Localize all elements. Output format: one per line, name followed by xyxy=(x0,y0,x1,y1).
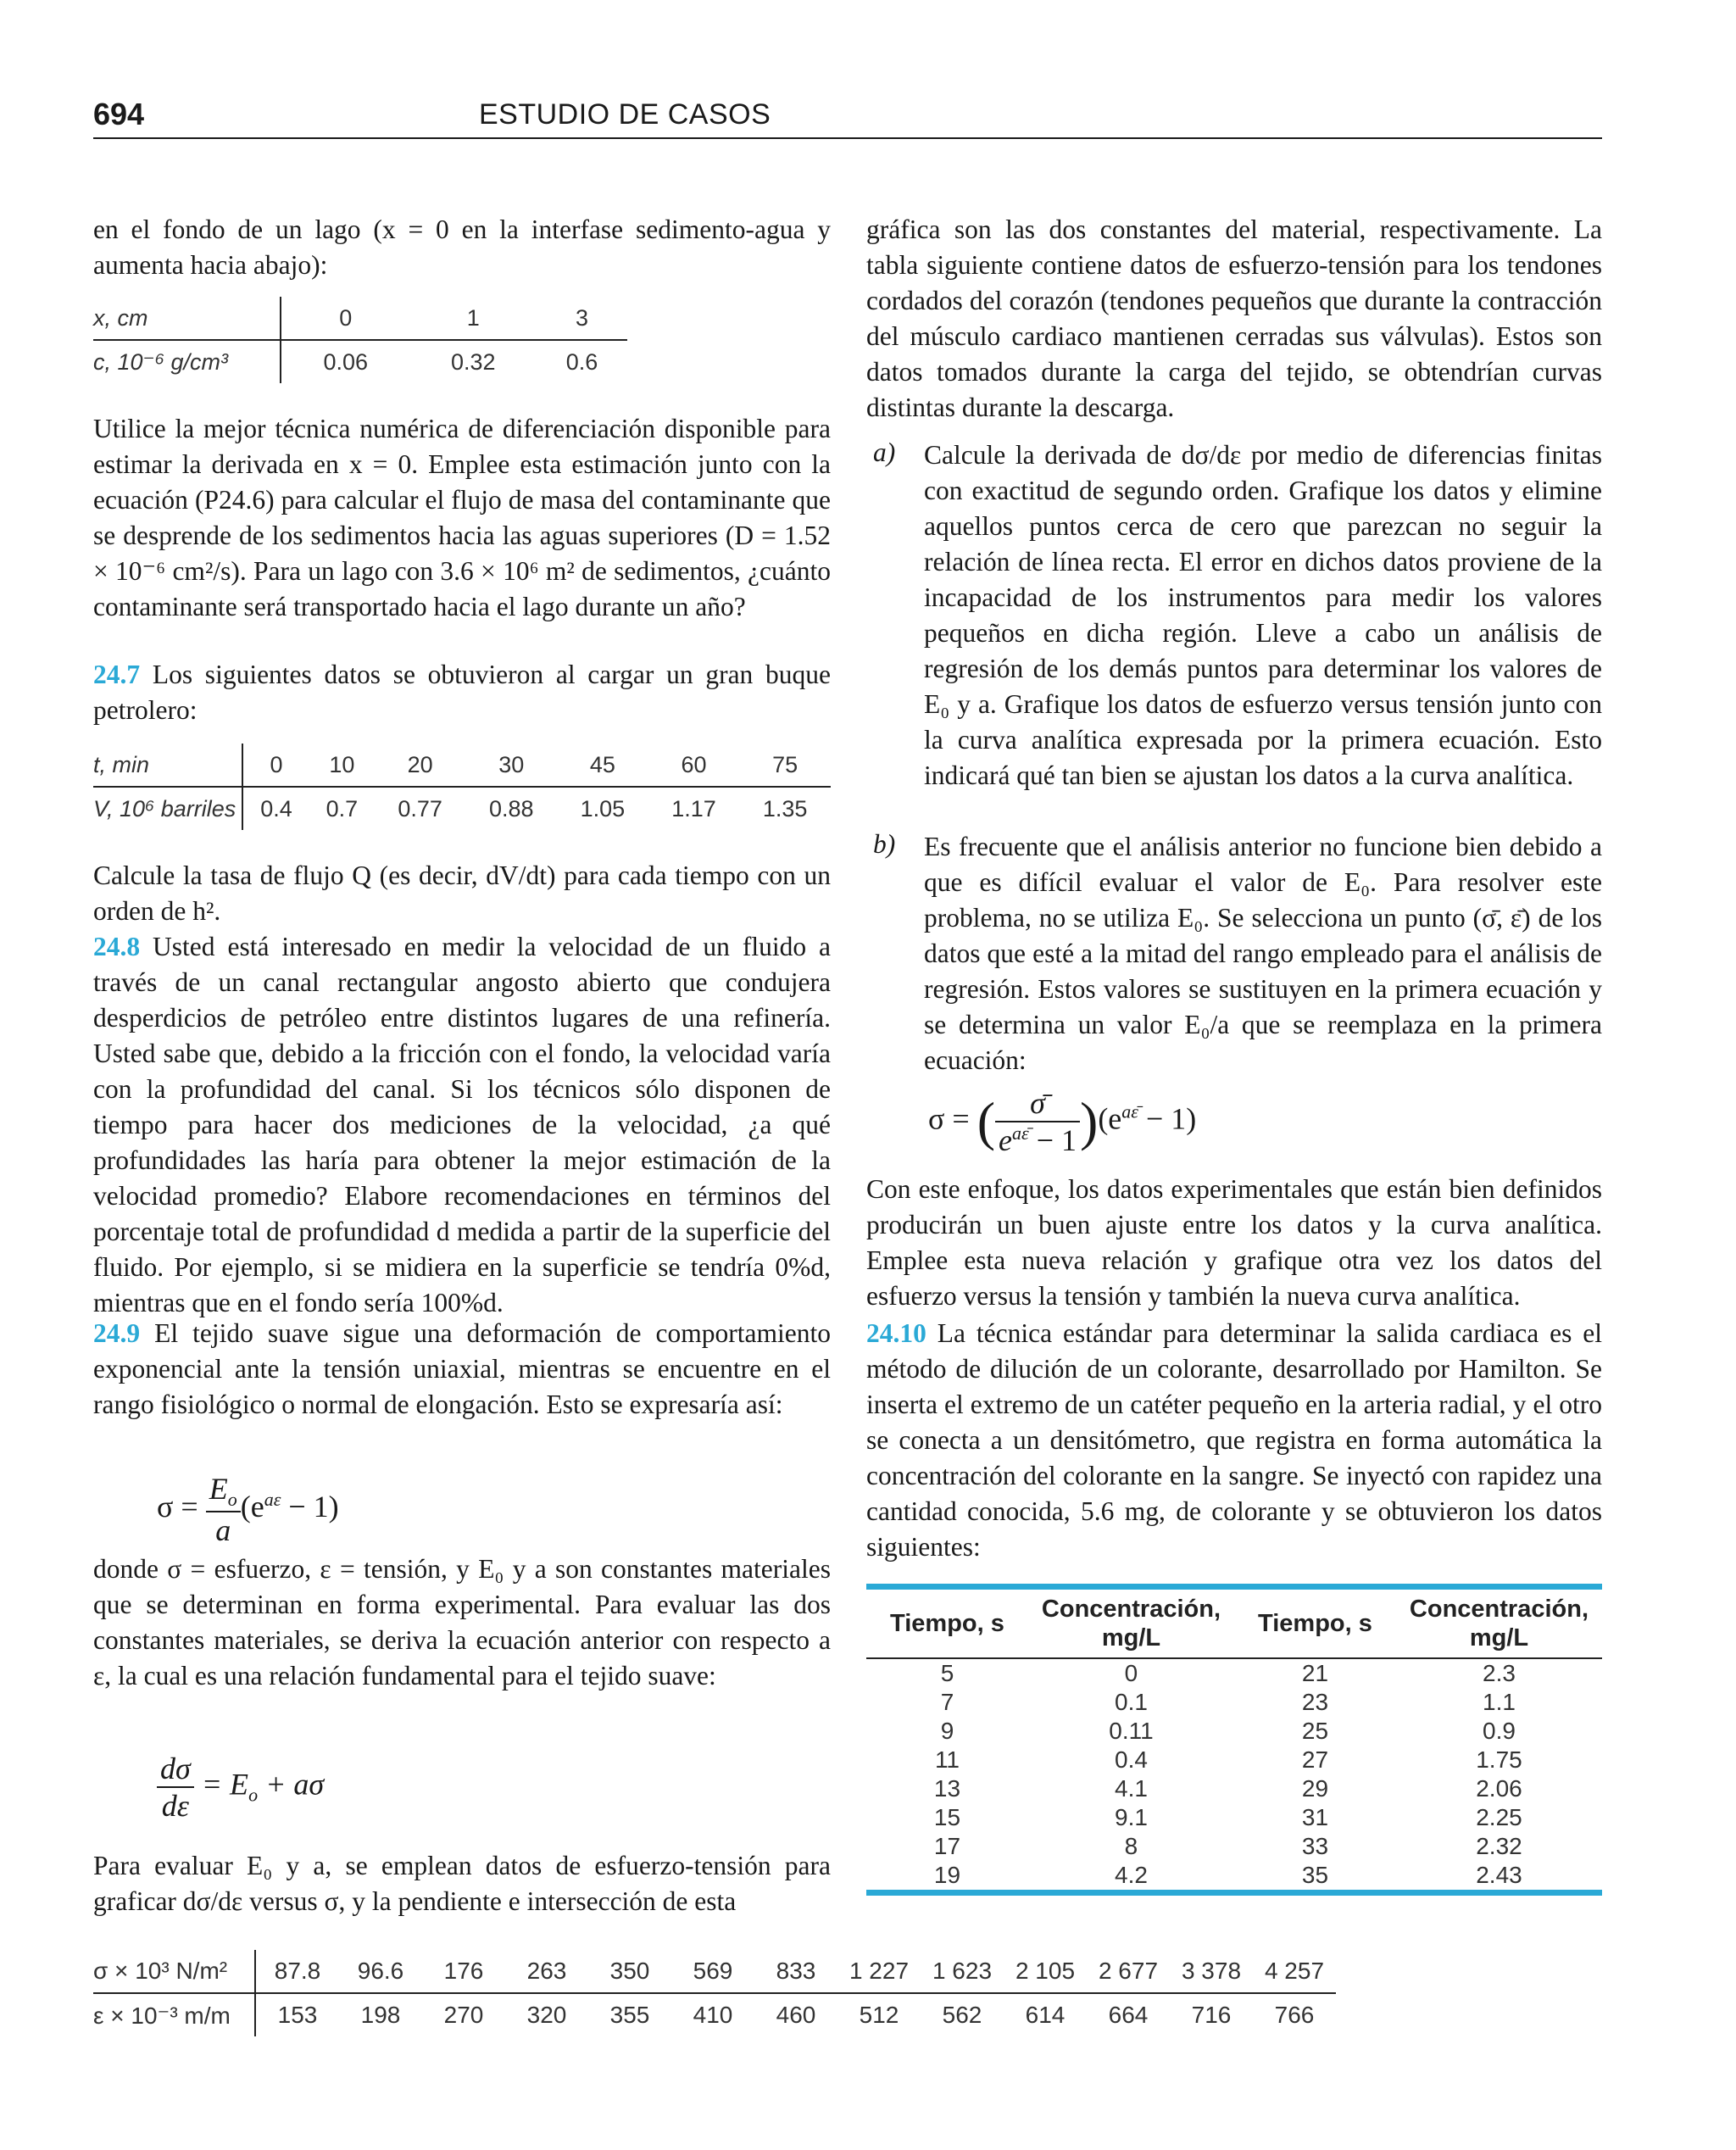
table-cell: 2.3 xyxy=(1483,1660,1516,1686)
eq-num-sub: o xyxy=(227,1489,237,1511)
sed-x-cell: 3 xyxy=(537,297,627,340)
col-header: Tiempo, s xyxy=(1234,1590,1396,1658)
table-row xyxy=(866,1803,1602,1832)
equation-derivative xyxy=(157,1751,324,1824)
table-cell: 0.1 xyxy=(1115,1689,1148,1715)
table-row xyxy=(866,1861,1602,1890)
item-b: Es frecuente que el análisis anterior no funcione bien debido a que es difícil evaluar el valor de E₀. Para resolver este problema, no se utiliza E₀. Se selecciona un punto (σ̄, ε̄) de los datos que esté a la mitad del rango empleado para el análisis de regresión. Estos valores se sustituyen en la primera ecuación y se determina un valor E₀/a que se reemplaza en la primera ecuación: xyxy=(924,832,1602,1075)
tank-v-cell: 0.4 xyxy=(260,795,292,822)
running-title: ESTUDIO DE CASOS xyxy=(479,98,771,131)
tank-v-cell: 1.05 xyxy=(580,795,626,822)
row-label-t: t, min xyxy=(93,744,242,787)
table-cell: 5 xyxy=(940,1660,954,1686)
table-cell: 11 xyxy=(934,1746,960,1773)
problem-text: La técnica estándar para determinar la salida cardiaca es el método de dilución de un colorante, desarrollado por Hamilton. Se inserta el extremo de un catéter pequeño en la arteria radial, y el otro se conecta a un densitómetro, que registra en forma automática la concentración del colorante en la sangre. Se inyectó con rapidez una cantidad conocida, 5.6 mg, de colorante y se obtuvieron los datos siguientes: xyxy=(866,1318,1602,1562)
left-p3: donde σ = esfuerzo, ε = tensión, y E₀ y a son constantes materiales que se determinan en forma experimental. Para evaluar las dos constantes materiales, se deriva la ecuación anterior con respecto a ε, la cual es una relación fundamental para el tejido suave: xyxy=(93,1554,831,1690)
eps-cell: 664 xyxy=(1108,2002,1149,2028)
table-cell: 17 xyxy=(933,1833,961,1859)
tank-t-cell: 30 xyxy=(465,744,557,787)
header-rule xyxy=(93,137,1602,139)
tank-t-cell: 20 xyxy=(375,744,466,787)
table-cell: 27 xyxy=(1301,1746,1329,1773)
table-bottom-bar xyxy=(866,1890,1602,1896)
table-cell: 13 xyxy=(933,1775,961,1802)
sigma-cell: 2 677 xyxy=(1087,1950,1170,1993)
table-cell: 9.1 xyxy=(1115,1804,1148,1830)
tanker-table xyxy=(93,744,831,830)
eq-rhs: (e xyxy=(240,1489,264,1523)
sediment-table xyxy=(93,297,627,383)
eq-fraction xyxy=(206,1471,241,1548)
table-cell: 0.9 xyxy=(1483,1718,1516,1744)
row-label-c: c, 10⁻⁶ g/cm³ xyxy=(93,340,281,383)
table-cell: 9 xyxy=(940,1718,954,1744)
tank-v-cell: 1.35 xyxy=(762,795,808,822)
right-p2: Con este enfoque, los datos experimentales que están bien definidos producirán un buen ajuste entre los datos y la curva analítica. Emplee esta nueva relación y grafique otra vez los datos del esfuerzo versus la tensión y también la nueva curva analítica. xyxy=(866,1174,1602,1311)
item-a-label: a) xyxy=(873,437,896,467)
left-p1: Utilice la mejor técnica numérica de diferenciación disponible para estimar la derivada en x = 0. Emplee esta estimación junto con la ecuación (P24.6) para calcular el flujo de masa del contaminante que se desprende de los sedimentos hacia las aguas superiores (D = 1.52 × 10⁻⁶ cm²/s). Para un lago con 3.6 × 10⁶ m² de sedimentos, ¿cuánto contaminante será transportado hacia el lago durante un año? xyxy=(93,414,831,621)
item-b-label: b) xyxy=(873,829,896,859)
table-cell: 2.43 xyxy=(1476,1862,1522,1888)
table-cell: 4.2 xyxy=(1115,1862,1148,1888)
eq-fraction xyxy=(157,1751,194,1824)
eps-cell: 153 xyxy=(277,2002,318,2028)
problem-number: 24.7 xyxy=(93,660,141,689)
eps-cell: 410 xyxy=(693,2002,733,2028)
concentration-rows xyxy=(866,1658,1602,1890)
eps-cell: 270 xyxy=(443,2002,484,2028)
row-label-x: x, cm xyxy=(93,297,281,340)
eq-rhs-end: + aσ xyxy=(258,1767,325,1802)
table-row xyxy=(866,1688,1602,1717)
col-header: Concentración, mg/L xyxy=(1396,1590,1602,1658)
table-cell: 15 xyxy=(933,1804,961,1830)
row-label-sigma: σ × 10³ N/m² xyxy=(93,1950,255,1993)
table-cell: 0.4 xyxy=(1115,1746,1148,1773)
equation-modified xyxy=(928,1085,1196,1158)
left-intro: en el fondo de un lago (x = 0 en la interfase sedimento-agua y aumenta hacia abajo): xyxy=(93,214,831,280)
eq-num: dσ xyxy=(157,1751,194,1788)
table-cell: 4.1 xyxy=(1115,1775,1148,1802)
table-cell: 7 xyxy=(940,1689,954,1715)
table-row xyxy=(866,1774,1602,1803)
eq-fraction xyxy=(995,1085,1080,1158)
table-cell: 33 xyxy=(1301,1833,1329,1859)
left-p2: Calcule la tasa de flujo Q (es decir, dV/dt) para cada tiempo con un orden de h². xyxy=(93,861,831,926)
table-row xyxy=(866,1717,1602,1746)
eq-rhs-end: − 1) xyxy=(1138,1101,1197,1136)
sigma-cell: 1 227 xyxy=(837,1950,921,1993)
tank-t-cell: 45 xyxy=(557,744,648,787)
sed-c-cell: 0.32 xyxy=(451,348,496,375)
tank-v-cell: 0.77 xyxy=(398,795,442,822)
table-cell: 35 xyxy=(1301,1862,1329,1888)
sigma-cell: 96.6 xyxy=(339,1950,422,1993)
table-cell: 23 xyxy=(1301,1689,1329,1715)
row-label-v: V, 10⁶ barriles xyxy=(93,787,242,830)
table-cell: 1.1 xyxy=(1483,1689,1516,1715)
table-cell: 21 xyxy=(1301,1660,1329,1686)
table-cell: 31 xyxy=(1301,1804,1329,1830)
eq-lhs: σ = xyxy=(928,1101,970,1136)
tank-t-cell: 10 xyxy=(309,744,375,787)
eq-rhs: = E xyxy=(201,1767,249,1802)
problem-text: Los siguientes datos se obtuvieron al cargar un gran buque petrolero: xyxy=(93,660,831,725)
table-top-bar xyxy=(866,1584,1602,1590)
tank-v-cell: 0.88 xyxy=(488,795,534,822)
sigma-cell: 350 xyxy=(588,1950,671,1993)
eps-cell: 198 xyxy=(360,2002,401,2028)
eps-cell: 320 xyxy=(526,2002,567,2028)
eps-cell: 562 xyxy=(942,2002,982,2028)
table-cell: 2.06 xyxy=(1476,1775,1522,1802)
problem-24-9 xyxy=(93,1316,831,1423)
eq-den-sup: aε̄ xyxy=(1012,1122,1029,1144)
sed-x-cell: 1 xyxy=(409,297,537,340)
table-cell: 1.75 xyxy=(1476,1746,1522,1773)
eq-rhs: (e xyxy=(1098,1101,1122,1136)
table-cell: 8 xyxy=(1124,1833,1138,1859)
table-cell: 2.32 xyxy=(1476,1833,1522,1859)
page-number: 694 xyxy=(93,97,145,131)
table-row xyxy=(866,1746,1602,1774)
tank-t-cell: 0 xyxy=(242,744,309,787)
sigma-cell: 569 xyxy=(671,1950,754,1993)
tank-v-cell: 1.17 xyxy=(671,795,716,822)
eq-den: dε xyxy=(161,1789,189,1823)
eq-rhs-sub: o xyxy=(248,1784,259,1806)
problem-24-8 xyxy=(93,929,831,1321)
eps-cell: 716 xyxy=(1191,2002,1232,2028)
sigma-cell: 833 xyxy=(754,1950,837,1993)
eq-rhs-sup: aε xyxy=(264,1488,281,1510)
left-p4: Para evaluar E₀ y a, se emplean datos de esfuerzo-tensión para graficar dσ/dε versus σ, y la pendiente e intersección de esta xyxy=(93,1851,831,1916)
eps-cell: 614 xyxy=(1025,2002,1066,2028)
problem-number: 24.8 xyxy=(93,932,141,961)
concentration-table xyxy=(866,1584,1602,1896)
problem-text: El tejido suave sigue una deformación de comportamiento exponencial ante la tensión uniaxial, mientras se encuentre en el rango fisiológico o normal de elongación. Esto se expresaría así: xyxy=(93,1318,831,1419)
eps-cell: 355 xyxy=(609,2002,650,2028)
problem-24-7 xyxy=(93,657,831,728)
sigma-cell: 4 257 xyxy=(1253,1950,1336,1993)
sigma-cell: 3 378 xyxy=(1170,1950,1253,1993)
col-header: Tiempo, s xyxy=(866,1590,1028,1658)
table-cell: 29 xyxy=(1301,1775,1329,1802)
problem-24-10 xyxy=(866,1316,1602,1565)
eq-rhs-end: − 1) xyxy=(281,1489,339,1523)
table-row xyxy=(866,1832,1602,1861)
eq-num: σ̄ xyxy=(995,1085,1080,1122)
eq-rhs-sup: aε̄ xyxy=(1121,1100,1138,1122)
sigma-cell: 2 105 xyxy=(1004,1950,1087,1993)
table-cell: 25 xyxy=(1301,1718,1329,1744)
eq-den: e xyxy=(999,1123,1013,1157)
eps-cell: 460 xyxy=(776,2002,816,2028)
eq-den-end: − 1 xyxy=(1028,1123,1077,1157)
sed-x-cell: 0 xyxy=(281,297,409,340)
row-label-eps: ε × 10⁻³ m/m xyxy=(93,1993,255,2036)
right-p1: gráfica son las dos constantes del material, respectivamente. La tabla siguiente contiene datos de esfuerzo-tensión para los tendones cordados del corazón (tendones pequeños que durante la contracción del músculo cardiaco mantienen cerradas sus válvulas). Estos son datos tomados durante la carga del tejido, se obtendrían curvas distintas durante la descarga. xyxy=(866,214,1602,422)
tank-t-cell: 60 xyxy=(648,744,740,787)
sigma-cell: 176 xyxy=(422,1950,505,1993)
table-row xyxy=(866,1658,1602,1688)
col-header: Concentración, mg/L xyxy=(1028,1590,1234,1658)
table-cell: 0 xyxy=(1124,1660,1138,1686)
table-cell: 2.25 xyxy=(1476,1804,1522,1830)
sigma-cell: 263 xyxy=(505,1950,588,1993)
item-a: Calcule la derivada de dσ/dε por medio de diferencias finitas con exactitud de segundo orden. Grafique los datos y elimine aquellos puntos cerca de cero que parezcan no seguir la relación de línea recta. El error en dichos datos proviene de la incapacidad de los instrumentos para medir los valores pequeños en dicha región. Lleve a cabo un análisis de regresión de los demás puntos para determinar los valores de E₀ y a. Grafique los datos de esfuerzo versus tensión junto con la curva analítica expresada por la primera ecuación. Esto indicará qué tan bien se ajustan los datos a la curva analítica. xyxy=(924,440,1602,790)
eq-num: E xyxy=(209,1472,228,1506)
left-paren: ( xyxy=(976,1091,996,1151)
concentration-grid xyxy=(866,1590,1602,1890)
right-paren: ) xyxy=(1080,1091,1099,1151)
problem-text: Usted está interesado en medir la velocidad de un fluido a través de un canal rectangular angosto abierto que condujera desperdicios de petróleo entre distintos lugares de una refinería. Usted sabe que, debido a la fricción con el fondo, la velocidad varía con la profundidad del canal. Si los técnicos sólo disponen de tiempo para hacer dos mediciones de la velocidad, ¿a qué profundidades las haría para obtener la mejor estimación de la velocidad promedio? Elabore recomendaciones en términos del porcentaje total de profundidad d medida a partir de la superficie del fluido. Por ejemplo, si se midiera en la superficie se tendría 0%d, mientras que en el fondo sería 100%d. xyxy=(93,932,832,1317)
sigma-cell: 87.8 xyxy=(255,1950,339,1993)
eq-den: a xyxy=(215,1513,231,1548)
eps-cell: 512 xyxy=(859,2002,899,2028)
table-cell: 0.11 xyxy=(1109,1718,1154,1744)
problem-number: 24.10 xyxy=(866,1318,926,1348)
tank-v-cell: 0.7 xyxy=(326,795,359,822)
sed-c-cell: 0.6 xyxy=(565,348,598,375)
problem-number: 24.9 xyxy=(93,1318,141,1348)
equation-exponential xyxy=(157,1471,339,1548)
tank-t-cell: 75 xyxy=(739,744,831,787)
eps-cell: 766 xyxy=(1274,2002,1315,2028)
eq-lhs: σ = xyxy=(157,1489,198,1523)
stress-strain-table xyxy=(93,1950,1336,2036)
sed-c-cell: 0.06 xyxy=(323,348,369,375)
sigma-cell: 1 623 xyxy=(921,1950,1004,1993)
table-cell: 19 xyxy=(933,1862,961,1888)
